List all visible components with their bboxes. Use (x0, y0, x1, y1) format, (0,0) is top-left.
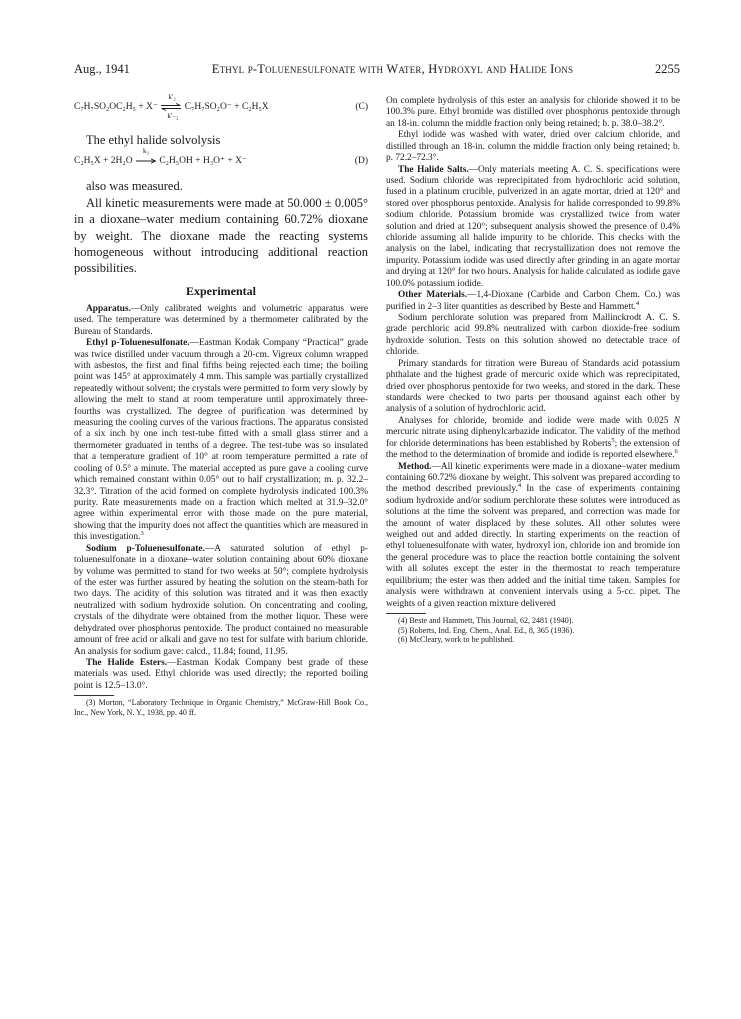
other-materials-text: —1,4-Dioxane (Carbide and Carbon Chem. Co.) was purified in 2–3 liter quantities as described by Beste and Hammett. (386, 290, 680, 312)
eq-d-right: C₂H₅OH + H₃O⁺ + X⁻ (159, 156, 248, 167)
other-materials-heading: Other Materials. (398, 290, 468, 301)
halide-solvolysis-line: The ethyl halide solvolysis (86, 133, 221, 147)
halide-salts-text: —Only materials meeting A. C. S. specifications were used. Sodium chloride was reprecipitated from hydrochloric acid solution, fused in a platinum crucible, pulverized in an agate mortar, dried at 120° and stored over phosphorus pentoxide. Analysis for halide corresponded to 99.8% sodium chloride. Potassium bromide was crystallized twice from water solution and dried at 120°; subsequent analysis showed the presence of 0.4% chloride assuming all halide impurity to be chloride. This checks with the analysis on the label, indicating that recrystallization does not remove the impurity. Potassium iodide was used directly after grinding in an agate mortar and drying at 120° for two hours. Analysis for halide calculated as iodide gave 100.0% potassium iodide. (386, 164, 680, 289)
right-column (386, 96, 680, 645)
equilibrium-arrow-icon (160, 93, 182, 120)
footnote-ref-4: 4 (635, 299, 640, 307)
eq-c-label: (C) (355, 102, 368, 112)
eq-c-k-top: k′₂ (168, 93, 176, 101)
halide-esters-text: —Eastman Kodak Company best grade of these materials was used. Ethyl chloride was used directly; the reported boiling point is 12.5–13.0°. (74, 657, 368, 691)
footnote-3: (3) Morton, “Laboratory Technique in Organic Chemistry,” McGraw-Hill Book Co., Inc., New York, N. Y., 1938, pp. 40 ff. (74, 698, 368, 717)
method-paragraph (386, 462, 680, 610)
apparatus-text: —Only calibrated weights and volumetric apparatus were used. The temperature was determined by a thermometer calibrated by the Bureau of Standards. (74, 303, 368, 337)
analyses-paragraph (386, 416, 680, 462)
header-date: Aug., 1941 (74, 62, 130, 76)
analyses-text-c: ; the extension of the method to the determination of bromide and iodide is reported elsewhere. (386, 438, 680, 461)
halide-salts-heading: The Halide Salts. (398, 164, 469, 175)
ethyl-iodide-paragraph: Ethyl iodide was washed with water, dried over calcium chloride, and distilled through an 18-in. column the middle fraction only being retained; b. p. 72.2–72.3°. (386, 130, 680, 164)
sodium-tosylate-heading: Sodium p-Toluenesulfonate. (86, 543, 205, 554)
kinetic-paragraph: All kinetic measurements were made at 50.000 ± 0.005° in a dioxane–water medium containing 60.72% dioxane by weight. The dioxane made the reacting systems homogeneous without introducing additional reaction possibilities. (74, 195, 368, 276)
footnote-ref-5: 5 (611, 436, 615, 444)
eq-d-label: (D) (354, 156, 368, 167)
halide-esters-paragraph (74, 658, 368, 692)
reaction-arrow-icon (135, 147, 157, 167)
ethyl-tosylate-heading: Ethyl p-Toluenesulfonate. (86, 338, 190, 349)
method-text-b: In the case of experiments containing sodium hydroxide and/or sodium perchlorate these solutes were introduced as solutions at the time the solvent was prepared, and correction was made for the amount of water displaced by these solutes. All other solutes were weighed out and added directly. In starting experiments on the reaction of ethyl toluenesulfonate with water, hydroxyl ion, chloride ion and bromide ion the general procedure was to place the reaction bottle containing the solvent with all solutes except the ester in the thermostat to reach temperature equilibrium; the ester was then added and the initial time taken. Samples for analysis were withdrawn at convenient intervals using a 5-cc. pipet. The weights of a given reaction mixture delivered (386, 484, 680, 609)
footnote-divider-right (386, 613, 426, 614)
eq-c-left: C₇H₇SO₂OC₂H₅ + X⁻ (74, 102, 158, 112)
analyses-text-b: mercuric nitrate using diphenylcarbazide indicator. The validity of the method for chloride determinations has been established by Roberts (386, 427, 680, 449)
footnote-ref-3: 3 (140, 530, 144, 538)
running-header (74, 62, 680, 82)
method-heading: Method. (398, 461, 432, 472)
chloride-hydrolysis-paragraph: On complete hydrolysis of this ester an analysis for chloride showed it to be 100.3% pure. Ethyl bromide was distilled over phosphorus pentoxide through an 18-in. column the middle fraction only being retained; b. p. 38.0–38.2°. (386, 96, 680, 129)
sodium-tosylate-paragraph (74, 544, 368, 658)
normality-symbol: N (673, 415, 680, 426)
apparatus-heading: Apparatus. (86, 303, 131, 314)
other-materials-paragraph (386, 290, 680, 313)
eq-d-left: C₂H₅X + 2H₂O (74, 156, 133, 167)
also-measured-line: also was measured. (86, 179, 183, 194)
footnote-6: (6) McCleary, work to be published. (398, 635, 515, 645)
primary-standards-paragraph: Primary standards for titration were Bureau of Standards acid potassium phthalate and the highest grade of mercuric oxide which was reprecipitated, dried over phosphorus pentoxide for two weeks, and stored in the dark. These standards were checked to two parts per thousand against each other by analysis of a solution of hydrochloric acid. (386, 358, 680, 415)
eq-c-k-bottom: k′₋₂ (167, 112, 179, 120)
footnote-ref-6: 6 (674, 447, 678, 455)
halide-salts-paragraph (386, 165, 680, 291)
sodium-tosylate-text: —A saturated solution of ethyl p-toluenesulfonate in a dioxane–water solution containing about 60% dioxane by volume was permitted to stand for two weeks at 50°; complete hydrolysis of the ester was further assured by heating the solution on the steam-bath for two days. The acidity of this solution was titrated and it was then exactly neutralized with sodium hydroxide solution. On concentrating and cooling, crystals of the dihydrate were obtained from the mother liquor. These were dehydrated over phosphorus pentoxide. The product contained no measurable amount of free acid or alkali and gave no test for sulfate with barium chloride. An analysis for sodium gave: calcd., 11.84; found, 11.95. (74, 543, 369, 657)
ethyl-tosylate-text: —Eastman Kodak Company “Practical” grade was twice distilled under vacuum through a 20-cm. Vigreux column wrapped with asbestos, the first and final fifths being rejected each time; the boiling point was 145° at approximately 4 mm. This sample was partially crystallized repeatedly without solvent; the crystals were permitted to form very slowly by allowing the melt to stand at room temperature until approximately three-fourths was crystallized. The degree of purification was determined by measuring the cooling curves of the various fractions. The apparatus consisted of a six inch by one inch test-tube fitted with a small glass stirrer and a thermometer graduated in tenths of a degree. The test-tube was so insulated that a temperature gradient of 10° at room temperature permitted a rate of cooling of 0.5° a minute. The material accepted as pure gave a cooling curve which remained constant within 0.05° out to half crystallization; m. p. 32.2–32.3°. Titration of the acid formed on complete hydrolysis indicated 100.3% purity. Rate measurements made on a fraction which melted at 31.9–32.0° agree within experimental error with those made on the pure material, showing that the impurity does not affect the quantities which are measured in this investigation. (74, 338, 368, 543)
experimental-heading: Experimental (186, 283, 256, 298)
equation-c (74, 93, 368, 132)
footnote-5: (5) Roberts, Ind. Eng. Chem., Anal. Ed., 8, 365 (1936). (398, 625, 575, 635)
apparatus-paragraph (74, 304, 368, 338)
eq-d-k-top: k₃ (142, 147, 149, 156)
header-title: Ethyl p-Toluenesulfonate with Water, Hydroxyl and Halide Ions (211, 62, 574, 76)
header-page-number: 2255 (655, 62, 680, 76)
perchlorate-paragraph: Sodium perchlorate solution was prepared from Mallinckrodt A. C. S. grade perchloric acid 99.8% neutralized with carbon dioxide-free sodium hydroxide solution. Tests on this solution showed no detectable trace of chloride. (386, 313, 680, 358)
footnote-divider (74, 695, 114, 696)
footnote-4: (4) Beste and Hammett, This Journal, 62, 2481 (1940). (398, 615, 574, 625)
eq-c-right: C₇H₇SO₂O⁻ + C₂H₅X (184, 102, 269, 112)
method-text-a: —All kinetic experiments were made in a dioxane–water medium containing 60.72% dioxane by weight. This solvent was prepared according to the method described previously. (386, 461, 680, 495)
analyses-text-a: Analyses for chloride, bromide and iodide were made with 0.025 (398, 415, 669, 426)
footnote-ref-4b: 4 (517, 482, 522, 490)
ethyl-tosylate-paragraph (74, 338, 368, 544)
halide-esters-heading: The Halide Esters. (86, 657, 168, 668)
equation-d (74, 147, 368, 178)
left-column (74, 93, 369, 717)
